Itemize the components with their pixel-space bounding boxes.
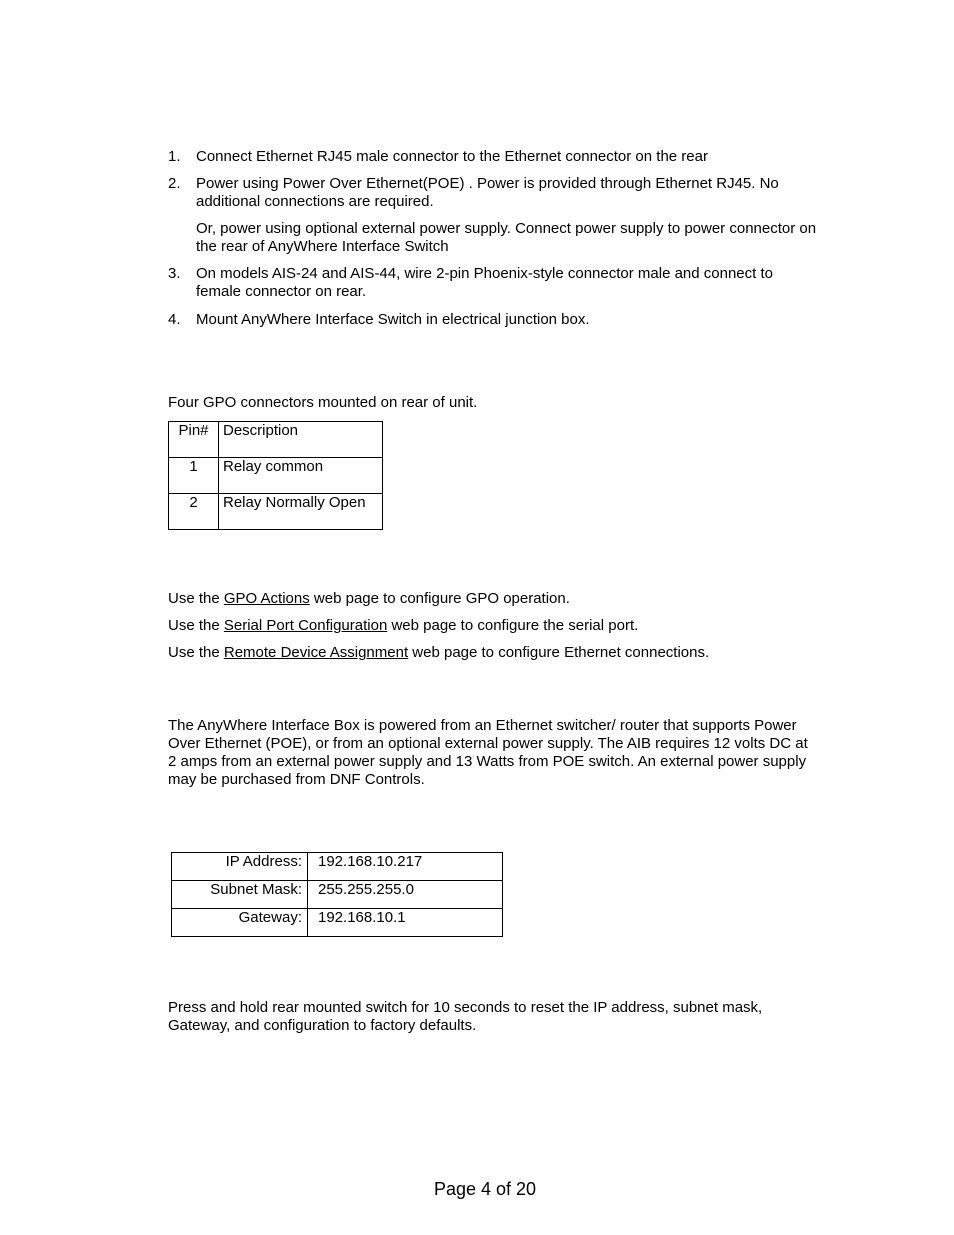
subnet-mask-value: 255.255.255.0 (308, 881, 503, 909)
step-number: 3. (168, 265, 181, 282)
page-number: Page 4 of 20 (433, 1179, 537, 1199)
step-number: 4. (168, 311, 181, 328)
reset-paragraph: Press and hold rear mounted switch for 10 seconds to reset the IP address, subnet mask, Gateway, and configuration to factory defaults. (168, 999, 763, 1034)
pin-header: Pin# (169, 422, 219, 458)
step-number: 2. (168, 175, 181, 192)
ip-address-value: 192.168.10.217 (308, 853, 503, 881)
table-header-row (169, 422, 383, 458)
gpo-actions-link[interactable]: GPO Actions (223, 590, 310, 607)
config-prefix: Use the (168, 590, 224, 607)
remote-device-assignment-link[interactable]: Remote Device Assignment (223, 644, 409, 661)
description-cell: Relay Normally Open (219, 494, 383, 530)
description-cell: Relay common (219, 458, 383, 494)
config-line-gpo (168, 590, 818, 608)
description-header: Description (219, 422, 383, 458)
step-text: On models AIS-24 and AIS-44, wire 2-pin Phoenix-style connector male and connect to female connector on rear. (196, 265, 773, 300)
serial-port-configuration-link[interactable]: Serial Port Configuration (223, 617, 388, 634)
config-prefix: Use the (168, 644, 224, 661)
network-defaults-table (171, 852, 503, 937)
step-text: Power using Power Over Ethernet(POE) . Power is provided through Ethernet RJ45. No additional connections are required. (196, 175, 779, 210)
power-paragraph: The AnyWhere Interface Box is powered from an Ethernet switcher/ router that supports Power Over Ethernet (POE), or from an optional external power supply. The AIB requires 12 volts DC at 2 amps from an external power supply and 13 Watts from POE switch. An external power supply may be purchased from DNF Controls. (168, 717, 808, 788)
config-suffix: web page to configure GPO operation. (309, 590, 570, 607)
config-line-serial (168, 617, 818, 635)
gpo-pin-table (168, 421, 383, 530)
gpo-intro: Four GPO connectors mounted on rear of unit. (168, 394, 478, 411)
pin-cell: 1 (169, 458, 219, 494)
step-text: Connect Ethernet RJ45 male connector to the Ethernet connector on the rear (196, 148, 708, 165)
config-line-remote (168, 644, 818, 662)
ip-address-label: IP Address: (172, 853, 308, 881)
table-row (172, 881, 503, 909)
table-row (172, 909, 503, 937)
step-text: Mount AnyWhere Interface Switch in electrical junction box. (196, 311, 590, 328)
step-extra-text: Or, power using optional external power supply. Connect power supply to power connector on the rear of AnyWhere Interface Switch (196, 220, 817, 255)
subnet-mask-label: Subnet Mask: (172, 881, 308, 909)
table-row (169, 494, 383, 530)
config-suffix: web page to configure the serial port. (387, 617, 639, 634)
gateway-label: Gateway: (172, 909, 308, 937)
table-row (169, 458, 383, 494)
table-row (172, 853, 503, 881)
config-suffix: web page to configure Ethernet connections. (408, 644, 710, 661)
gateway-value: 192.168.10.1 (308, 909, 503, 937)
config-prefix: Use the (168, 617, 224, 634)
step-number: 1. (168, 148, 181, 165)
pin-cell: 2 (169, 494, 219, 530)
